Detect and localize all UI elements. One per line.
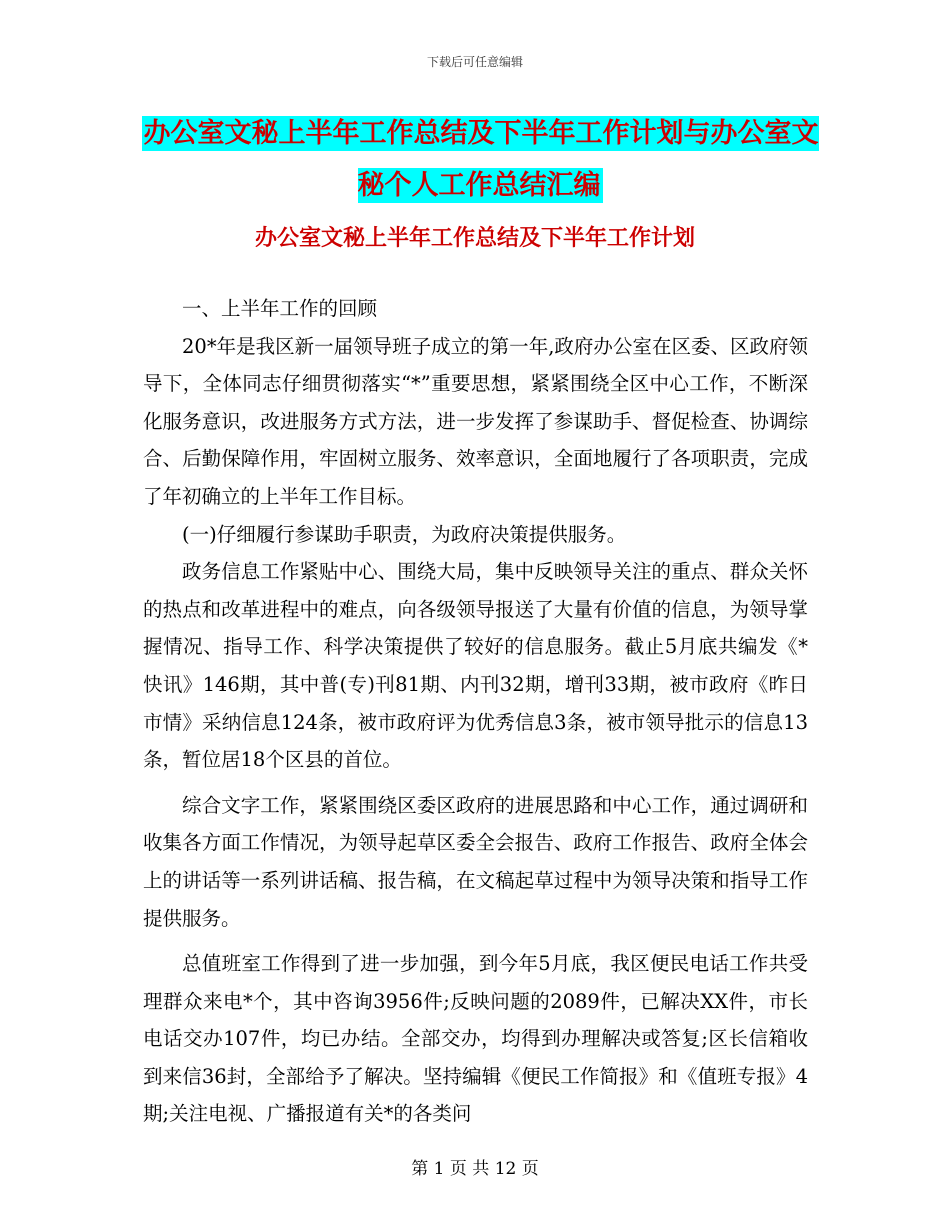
document-title-text: 办公室文秘上半年工作总结及下半年工作计划与办公室文秘个人工作总结汇编 — [143, 118, 819, 201]
paragraph-writing-work: 综合文字工作，紧紧围绕区委区政府的进展思路和中心工作，通过调研和收集各方面工作情况，为领导起草区委全会报告、政府工作报告、政府全体会上的讲话等一系列讲话稿、报告稿，在文稿起草过程中为领导决策和指导工作提供服务。 — [143, 793, 808, 930]
header-note: 下载后可任意编辑 — [426, 55, 523, 69]
page-number-footer: 第 1 页 共 12 页 — [411, 1159, 539, 1179]
paragraph-intro: 20*年是我区新一届领导班子成立的第一年,政府办公室在区委、区政府领导下，全体同志仔细贯彻落实“*”重要思想，紧紧围绕全区中心工作，不断深化服务意识，改进服务方式方法，进一步发挥了参谋助手、督促检查、协调综合、后勤保障作用，牢固树立服务、效率意识，全面地履行了各项职责，完成了年初确立的上半年工作目标。 — [143, 334, 808, 508]
document-body — [143, 290, 808, 1133]
paragraph-heading-review: 一、上半年工作的回顾 — [182, 297, 378, 320]
section-title: 办公室文秘上半年工作总结及下半年工作计划 — [254, 226, 695, 251]
paragraph-info-work: 政务信息工作紧贴中心、围绕大局，集中反映领导关注的重点、群众关怀的热点和改革进程中的难点，向各级领导报送了大量有价值的信息，为领导掌握情况、指导工作、科学决策提供了较好的信息服务。截止5月底共编发《*快讯》146期，其中普(专)刊81期、内刊32期，增刊33期，被市政府《昨日市情》采纳信息124条，被市政府评为优秀信息3条，被市领导批示的信息13条，暂位居18个区县的首位。 — [143, 560, 808, 772]
paragraph-subheading-1: (一)仔细履行参谋助手职责，为政府决策提供服务。 — [182, 522, 627, 546]
document-title — [140, 108, 820, 212]
paragraph-duty-room: 总值班室工作得到了进一步加强，到今年5月底，我区便民电话工作共受理群众来电*个，其中咨询3956件;反映问题的2089件，已解决XX件，市长电话交办107件，均已办结。全部交办，均得到办理解决或答复;区长信箱收到来信36封，全部给予了解决。坚持编辑《便民工作简报》和《值班专报》4期;关注电视、广播报道有关*的各类问 — [143, 952, 808, 1126]
